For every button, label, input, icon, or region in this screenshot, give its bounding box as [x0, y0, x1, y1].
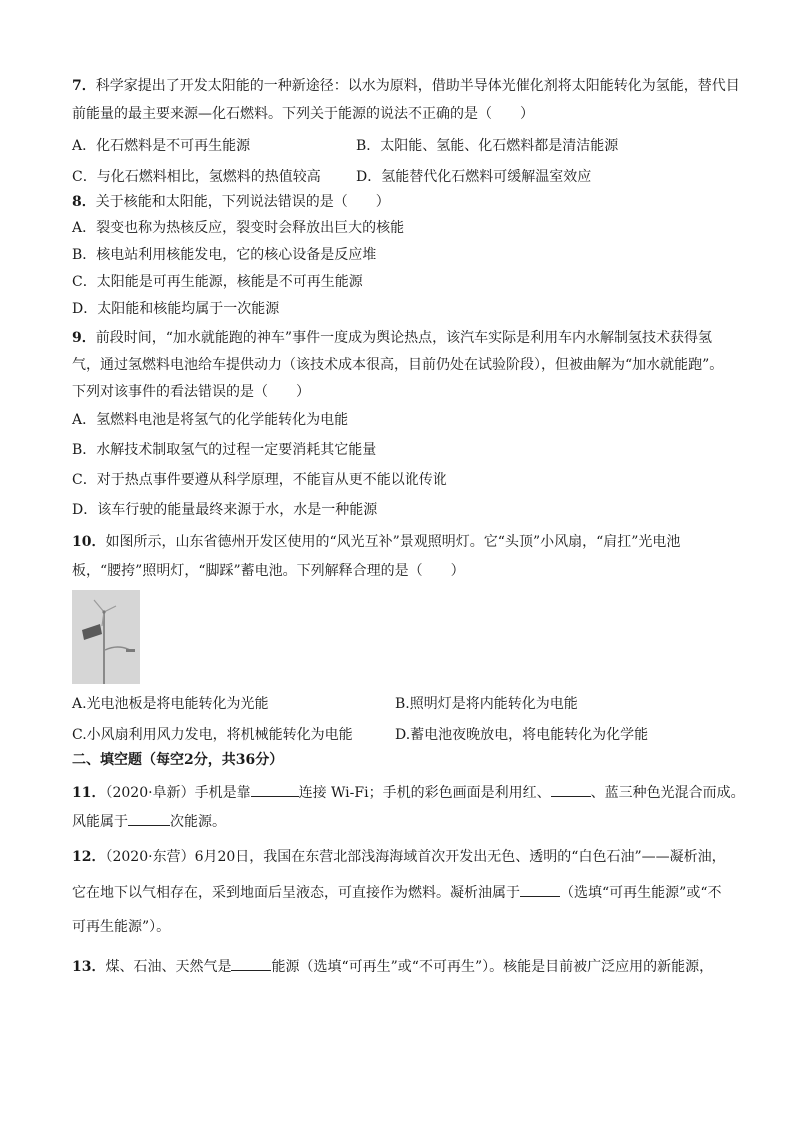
option-a: A.光电池板是将电能转化为光能	[72, 696, 269, 712]
option-c: C．与化石燃料相比，氢燃料的热值较高	[72, 169, 321, 185]
question-number: 8．	[72, 194, 96, 210]
question-10	[72, 532, 724, 745]
question-12	[72, 847, 724, 937]
question-stem: 7．科学家提出了开发太阳能的一种新途径：以水为原料，借助半导体光催化剂将太阳能转化为氢能，替代目	[72, 78, 740, 94]
question-stem: 它在地下以气相存在，采到地面后呈液态，可直接作为燃料。凝析油属于 （选填“可再生能源”或“不	[72, 882, 724, 902]
question-stem: 板，“腰挎”照明灯，“脚踩”蓄电池。下列解释合理的是（ ）	[72, 563, 465, 579]
question-stem: 下列对该事件的看法错误的是（ ）	[72, 384, 310, 400]
answer-blank	[520, 882, 560, 897]
option-d: D．太阳能和核能均属于一次能源	[72, 301, 280, 317]
option-b: B．水解技术制取氢气的过程一定要消耗其它能量	[72, 442, 377, 458]
option-c: C．太阳能是可再生能源，核能是不可再生能源	[72, 274, 363, 290]
question-stem: 12．（2020·东营）6月20日，我国在东营北部浅海海域首次开发出无色、透明的“白色石油”——凝析油，	[72, 849, 726, 865]
section-heading: 二、填空题（每空2分，共36分）	[72, 752, 284, 768]
answer-blank	[128, 811, 170, 826]
question-8	[72, 192, 724, 319]
answer-blank	[251, 782, 299, 797]
question-stem: 气，通过氢燃料电池给车提供动力（该技术成本很高，目前仍处在试验阶段），但被曲解为“加水就能跑”。	[72, 357, 724, 373]
question-number: 12．	[72, 849, 106, 865]
option-d: D.蓄电池夜晚放电，将电能转化为化学能	[395, 727, 649, 743]
option-c: C．对于热点事件要遵从科学原理，不能盲从更不能以讹传讹	[72, 472, 447, 488]
question-9	[72, 328, 724, 520]
question-stem: 13．煤、石油、天然气是 能源（选填“可再生”或“不可再生”）。核能是目前被广泛应用的新能源，	[72, 956, 724, 976]
question-stem: 可再生能源”）。	[72, 919, 171, 935]
question-number: 11．	[72, 785, 106, 801]
answer-blank	[231, 956, 271, 971]
question-11	[72, 782, 745, 831]
question-stem: 风能属于 次能源。	[72, 811, 724, 831]
option-d: D．氢能替代化石燃料可缓解温室效应	[356, 169, 592, 185]
option-c: C.小风扇利用风力发电，将机械能转化为电能	[72, 727, 353, 743]
option-a: A．裂变也称为热核反应，裂变时会释放出巨大的核能	[72, 220, 405, 236]
question-number: 13．	[72, 959, 106, 975]
question-7	[72, 74, 740, 187]
option-b: B.照明灯是将内能转化为电能	[395, 696, 578, 712]
question-stem: 11．（2020·阜新）手机是靠 连接 Wi-Fi；手机的彩色画面是利用红、 、蓝三种色光混合而成。	[72, 782, 724, 802]
question-stem: 9．前段时间，“加水就能跑的神车”事件一度成为舆论热点，该汽车实际是利用车内水解制氢技术获得氢	[72, 330, 713, 346]
option-a: A．氢燃料电池是将氢气的化学能转化为电能	[72, 412, 349, 428]
question-13	[72, 956, 724, 976]
question-number: 10．	[72, 534, 106, 550]
street-light-photo	[72, 590, 140, 684]
exam-page	[72, 74, 745, 976]
option-a: A．化石燃料是不可再生能源	[72, 138, 251, 154]
question-source: （2020·阜新）	[105, 785, 195, 801]
question-stem: 8．关于核能和太阳能，下列说法错误的是（ ）	[72, 194, 390, 210]
option-d: D．该车行驶的能量最终来源于水，水是一种能源	[72, 502, 378, 518]
question-source: （2020·东营）	[105, 849, 195, 865]
option-b: B．太阳能、氢能、化石燃料都是清洁能源	[356, 138, 619, 154]
answer-blank	[551, 782, 591, 797]
option-b: B．核电站利用核能发电，它的核心设备是反应堆	[72, 247, 377, 263]
question-number: 7．	[72, 78, 96, 94]
question-stem: 10．如图所示，山东省德州开发区使用的“风光互补”景观照明灯。它“头顶”小风扇，“肩扛”光电池	[72, 534, 681, 550]
wind-solar-lamp-icon	[72, 590, 140, 684]
question-stem: 前能量的最主要来源—化石燃料。下列关于能源的说法不正确的是（ ）	[72, 106, 534, 122]
question-number: 9．	[72, 330, 96, 346]
